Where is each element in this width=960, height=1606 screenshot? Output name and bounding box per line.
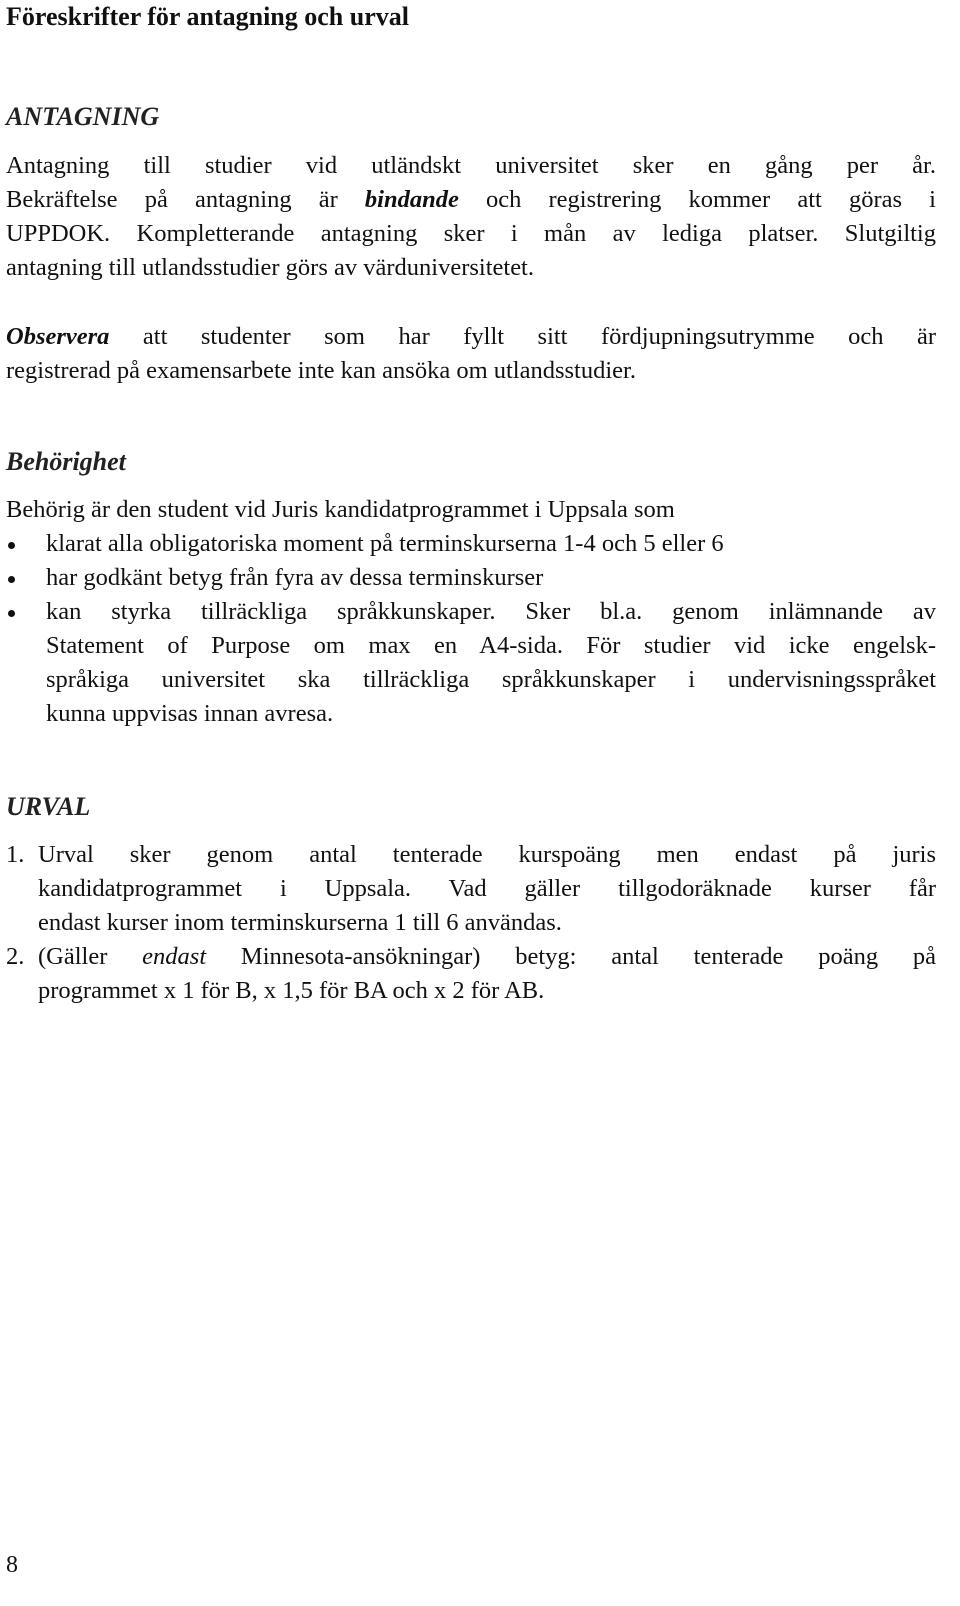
text-line: kunna uppvisas innan avresa. — [46, 700, 334, 727]
section-heading-urval: URVAL — [6, 792, 91, 821]
text-line: språkiga universitet ska tillräckliga språkkunskaper i undervisningsspråket — [46, 666, 936, 693]
antagning-paragraph-2 — [6, 320, 936, 388]
text-run: att studenter som har fyllt sitt fördjupningsutrymme och är — [109, 323, 936, 350]
list-item — [6, 595, 936, 731]
text-run: Bekräftelse på antagning är — [6, 186, 365, 213]
list-item — [6, 561, 936, 595]
text-line: endast kurser inom terminskurserna 1 till 6 användas. — [38, 909, 562, 936]
list-item — [6, 527, 936, 561]
section-heading-behorighet: Behörighet — [6, 447, 126, 476]
list-item-text: har godkänt betyg från fyra av dessa terminskurser — [46, 564, 544, 591]
urval-criteria-list — [6, 838, 936, 1008]
emphasis-observera: Observera — [6, 323, 110, 350]
list-number: 2. — [6, 943, 25, 970]
text-line: antagning till utlandsstudier görs av värduniversitetet. — [6, 254, 534, 281]
text-line — [6, 183, 936, 217]
text-line: Urval sker genom antal tenterade kurspoäng men endast på juris — [38, 841, 936, 868]
text-line: kan styrka tillräckliga språkkunskaper. Sker bl.a. genom inlämnande av — [46, 598, 936, 625]
text-line: Antagning till studier vid utländskt universitet sker en gång per år. — [6, 152, 936, 179]
bullet-icon — [8, 576, 15, 583]
text-run: Minnesota-ansökningar) betyg: antal tenterade poäng på — [206, 943, 936, 970]
text-run: och registrering kommer att göras i — [458, 186, 936, 213]
bullet-icon — [8, 610, 15, 617]
emphasis-bindande: bindande — [364, 186, 459, 213]
emphasis-endast: endast — [142, 943, 207, 970]
text-line: Behörig är den student vid Juris kandidatprogrammet i Uppsala som — [6, 496, 675, 523]
bullet-icon — [8, 542, 15, 549]
text-line — [6, 320, 936, 354]
list-item-text: klarat alla obligatoriska moment på terminskurserna 1-4 och 5 eller 6 — [46, 530, 724, 557]
list-item — [6, 838, 936, 940]
text-run: (Gäller — [38, 943, 143, 970]
text-line: kandidatprogrammet i Uppsala. Vad gäller tillgodoräknade kurser får — [38, 875, 936, 902]
text-line — [38, 940, 936, 974]
text-line: registrerad på examensarbete inte kan ansöka om utlandsstudier. — [6, 357, 636, 384]
page-number: 8 — [6, 1552, 18, 1578]
antagning-paragraph-1 — [6, 149, 936, 285]
text-line: Statement of Purpose om max en A4-sida. För studier vid icke engelsk- — [46, 632, 936, 659]
list-number: 1. — [6, 841, 25, 868]
section-heading-antagning: ANTAGNING — [6, 102, 160, 131]
text-line: programmet x 1 för B, x 1,5 för BA och x 2 för AB. — [38, 977, 545, 1004]
behorighet-requirements-list — [6, 527, 936, 731]
list-item — [6, 940, 936, 1008]
text-line: UPPDOK. Kompletterande antagning sker i mån av lediga platser. Slutgiltig — [6, 220, 936, 247]
behorighet-intro — [6, 493, 936, 527]
document-title: Föreskrifter för antagning och urval — [6, 2, 409, 31]
